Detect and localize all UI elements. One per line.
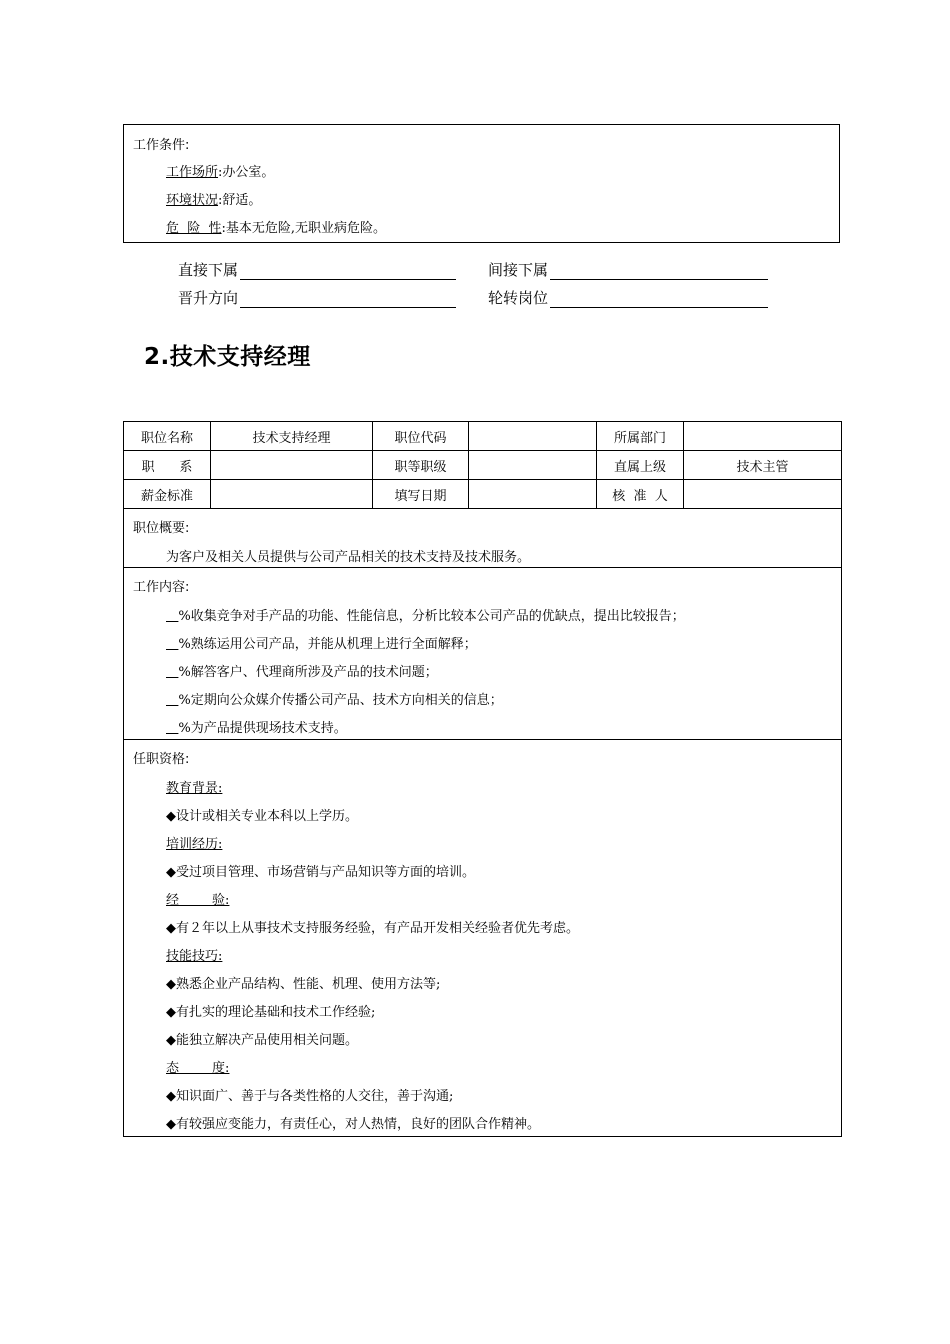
experience-item: ◆有２年以上从事技术支持服务经验，有产品开发相关经验者优先考虑。 <box>166 921 579 936</box>
skill-item: ◆有扎实的理论基础和技术工作经验; <box>166 1005 376 1020</box>
fill-date-value <box>469 480 597 509</box>
table-row <box>124 480 842 509</box>
summary-cell <box>124 509 842 568</box>
indirect-subordinate-blank[interactable] <box>550 264 768 280</box>
list-item: %熟练运用公司产品，并能从机理上进行全面解释； <box>178 637 477 652</box>
danger-value: :基本无危险,无职业病危险。 <box>221 221 387 236</box>
department-value <box>684 422 842 451</box>
table-row <box>124 422 842 451</box>
indirect-subordinate-field <box>488 259 768 280</box>
list-item: %定期向公众媒介传播公司产品、技术方向相关的信息； <box>178 693 503 708</box>
direct-subordinate-blank[interactable] <box>240 264 456 280</box>
rotation-field <box>488 287 768 308</box>
list-item: %收集竞争对手产品的功能、性能信息，分析比较本公司产品的优缺点，提出比较报告； <box>178 609 685 624</box>
summary-title: 职位概要: <box>133 521 190 536</box>
skill-item: ◆能独立解决产品使用相关问题。 <box>166 1033 358 1048</box>
table-row <box>124 509 842 568</box>
job-family-value <box>211 451 373 480</box>
promotion-label: 晋升方向 <box>178 289 239 307</box>
position-name-value: 技术支持经理 <box>211 422 373 451</box>
attitude-item: ◆知识面广、善于与各类性格的人交往，善于沟通; <box>166 1089 454 1104</box>
environment-value: :舒适。 <box>218 193 262 208</box>
education-label: 教育背景: <box>166 781 223 796</box>
job-content-title: 工作内容: <box>133 580 190 595</box>
conditions-title: 工作条件: <box>133 138 190 153</box>
table-row <box>124 451 842 480</box>
rotation-label: 轮转岗位 <box>488 289 549 307</box>
qualifications-title: 任职资格: <box>133 752 190 767</box>
grade-label: 职等职级 <box>373 451 469 480</box>
attitude-label: 态 度: <box>166 1061 230 1076</box>
table-row <box>124 568 842 740</box>
rotation-blank[interactable] <box>550 292 768 308</box>
workplace-line <box>166 161 274 180</box>
position-code-label: 职位代码 <box>373 422 469 451</box>
section-title: 2.技术支持经理 <box>144 344 311 370</box>
danger-line <box>166 217 386 236</box>
environment-label: 环境状况 <box>166 193 219 208</box>
job-content-cell <box>124 568 842 740</box>
approver-label: 核 准 人 <box>597 480 684 509</box>
qualifications-cell <box>124 740 842 1137</box>
skill-item: ◆熟悉企业产品结构、性能、机理、使用方法等; <box>166 977 441 992</box>
experience-label: 经 验: <box>166 893 230 908</box>
education-item: ◆设计或相关专业本科以上学历。 <box>166 809 358 824</box>
training-item: ◆受过项目管理、市场营销与产品知识等方面的培训。 <box>166 865 475 880</box>
attitude-item: ◆有较强应变能力，有责任心，对人热情，良好的团队合作精神。 <box>166 1117 540 1132</box>
direct-subordinate-field <box>178 259 456 280</box>
promotion-field <box>178 287 456 308</box>
job-family-label: 职 系 <box>124 451 211 480</box>
promotion-blank[interactable] <box>240 292 456 308</box>
supervisor-value: 技术主管 <box>684 451 842 480</box>
training-label: 培训经历: <box>166 837 223 852</box>
supervisor-label: 直属上级 <box>597 451 684 480</box>
list-item: %为产品提供现场技术支持。 <box>178 721 347 736</box>
job-description-table <box>123 421 842 1137</box>
salary-value <box>211 480 373 509</box>
skills-label: 技能技巧: <box>166 949 223 964</box>
department-label: 所属部门 <box>597 422 684 451</box>
indirect-subordinate-label: 间接下属 <box>488 261 549 279</box>
environment-line <box>166 189 261 208</box>
fill-date-label: 填写日期 <box>373 480 469 509</box>
position-name-label: 职位名称 <box>124 422 211 451</box>
danger-label: 危 险 性 <box>166 221 222 236</box>
working-conditions-box <box>123 124 840 243</box>
direct-subordinate-label: 直接下属 <box>178 261 239 279</box>
approver-value <box>684 480 842 509</box>
table-row <box>124 740 842 1137</box>
workplace-label: 工作场所 <box>166 165 219 180</box>
summary-text: 为客户及相关人员提供与公司产品相关的技术支持及技术服务。 <box>166 550 531 565</box>
list-item: %解答客户、代理商所涉及产品的技术问题； <box>178 665 438 680</box>
position-code-value <box>469 422 597 451</box>
workplace-value: :办公室。 <box>218 165 275 180</box>
salary-label: 薪金标准 <box>124 480 211 509</box>
grade-value <box>469 451 597 480</box>
